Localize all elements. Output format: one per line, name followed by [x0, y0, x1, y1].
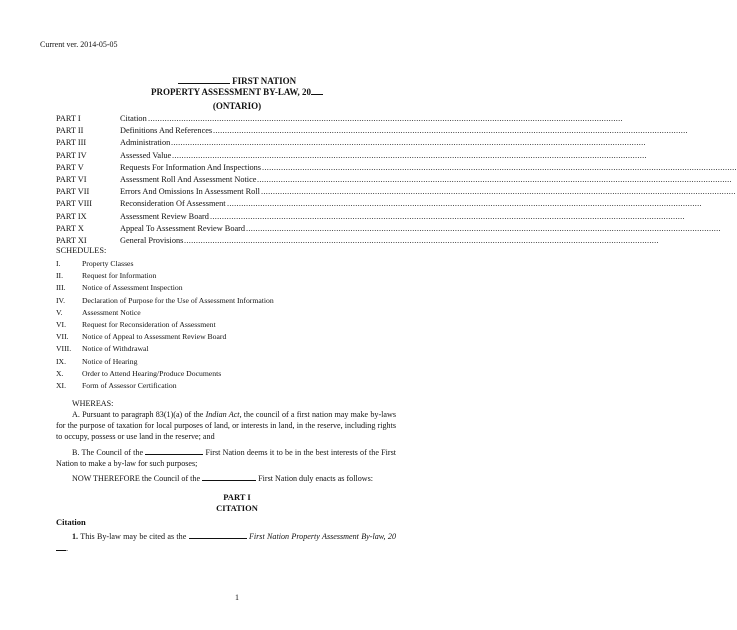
schedule-number: I. — [56, 259, 61, 268]
schedule-item — [56, 270, 396, 282]
schedule-item — [56, 307, 396, 319]
toc-part-title: Reconsideration Of Assessment — [120, 199, 226, 209]
schedule-number: VIII. — [56, 344, 72, 354]
blank-council-name-2 — [202, 472, 256, 481]
toc-leader-dots: ........................................................................................................................................................................................................ — [227, 199, 702, 209]
schedule-number: II. — [56, 271, 64, 281]
toc-leader-dots: ........................................................................................................................................................................................................ — [261, 187, 736, 197]
clause-1-year: 20 — [387, 532, 396, 541]
toc-leader-dots: ........................................................................................................................................................................................................ — [213, 126, 688, 136]
toc-row — [56, 162, 737, 174]
toc-part-number: PART I — [56, 114, 81, 123]
recital-a-italic: Indian Act — [205, 410, 240, 419]
enacting-rest: First Nation duly enacts as follows: — [258, 474, 374, 483]
toc-row — [56, 137, 646, 149]
recital-b — [56, 446, 396, 469]
toc-leader-dots: ........................................................................................................................................................................................................ — [210, 211, 685, 221]
toc-leader-dots: ........................................................................................................................................................................................................ — [262, 162, 737, 172]
schedule-title: Notice of Appeal to Assessment Review Board — [82, 332, 227, 342]
blank-first-nation-name — [178, 75, 230, 84]
schedule-item — [56, 343, 396, 355]
schedule-number: X. — [56, 368, 64, 378]
schedule-title: Property Classes — [82, 259, 134, 268]
schedule-number: XI. — [56, 381, 67, 390]
schedule-title: Order to Attend Hearing/Produce Documents — [82, 368, 222, 378]
schedule-number: III. — [56, 283, 66, 293]
schedule-title: Assessment Notice — [82, 307, 141, 317]
toc-row — [56, 150, 647, 162]
toc-part-title: Citation — [120, 114, 147, 123]
document-title-line2 — [0, 86, 474, 97]
schedule-title: Form of Assessor Certification — [82, 381, 177, 390]
toc-part-number: PART IV — [56, 150, 87, 160]
toc-part-number: PART V — [56, 162, 84, 172]
document-title-line1 — [0, 75, 474, 86]
schedule-number: V. — [56, 307, 63, 317]
toc-part-title: Requests For Information And Inspections — [120, 162, 262, 172]
toc-row — [56, 211, 685, 223]
title-bylaw: PROPERTY ASSESSMENT BY-LAW, 20 — [150, 87, 312, 97]
clause-1 — [56, 530, 396, 554]
schedule-item — [56, 368, 396, 380]
toc-part-title: Appeal To Assessment Review Board — [120, 223, 246, 233]
clause-1-italic: First Nation Property Assessment By-law, — [248, 532, 386, 541]
toc-part-title: Errors And Omissions In Assessment Roll — [120, 187, 260, 197]
schedule-item — [56, 282, 396, 294]
clause-1-text: This By-law may be cited as the — [80, 532, 187, 541]
toc-row — [56, 113, 623, 125]
toc-leader-dots: ........................................................................................................................................................................................................ — [172, 150, 647, 160]
recital-a-rest: , the council of a first nation may make by-laws for the purpose of taxation for local purposes of land, or interests in land, in the reserve, including rights to occupy, possess or use land in the reserve; and — [56, 410, 397, 441]
toc-part-number: PART VIII — [56, 199, 93, 209]
schedule-title: Notice of Withdrawal — [82, 344, 149, 354]
toc-row — [56, 186, 736, 198]
clause-1-end: . — [66, 544, 69, 553]
schedule-item — [56, 258, 396, 270]
schedule-item — [56, 380, 396, 392]
toc-part-number: PART IX — [56, 211, 87, 221]
schedule-item — [56, 319, 396, 331]
toc-part-title: Definitions And References — [120, 126, 213, 136]
schedule-title: Request for Information — [82, 271, 157, 281]
schedule-title: Notice of Hearing — [82, 356, 138, 366]
toc-part-title: Assessed Value — [120, 150, 172, 160]
recital-a-prefix: A. Pursuant to paragraph 83(1)(a) of the — [72, 410, 206, 419]
part1-heading: PART I — [223, 492, 251, 502]
document-title-province: (ONTARIO) — [212, 101, 262, 111]
schedule-number: IX. — [56, 356, 67, 366]
schedule-number: VII. — [56, 332, 69, 342]
schedule-item — [56, 331, 396, 343]
page-number: 1 — [235, 593, 239, 602]
toc-part-title: Assessment Roll And Assessment Notice — [120, 175, 257, 184]
enacting-clause — [72, 472, 396, 484]
schedule-item — [56, 295, 396, 307]
toc-row — [56, 174, 732, 186]
toc-part-number: PART VII — [56, 187, 90, 197]
blank-year — [311, 86, 323, 95]
whereas-label: WHEREAS: — [72, 399, 114, 408]
blank-bylaw-name — [189, 530, 247, 539]
blank-year-2 — [56, 542, 69, 553]
schedule-number: VI. — [56, 320, 67, 329]
toc-part-title: Assessment Review Board — [120, 211, 209, 221]
toc-leader-dots: ........................................................................................................................................................................................................ — [148, 114, 623, 123]
toc-part-number: PART VI — [56, 175, 87, 184]
toc-row — [56, 223, 721, 235]
toc-part-title: General Provisions — [120, 236, 184, 245]
version-label: Current ver. 2014-05-05 — [40, 40, 118, 49]
enacting-prefix: NOW THEREFORE the Council of the — [72, 474, 201, 483]
title-first-nation: FIRST NATION — [232, 76, 297, 86]
blank-council-name — [145, 446, 203, 455]
schedule-title: Request for Reconsideration of Assessment — [82, 320, 216, 329]
toc-row — [56, 235, 659, 247]
schedule-number: IV. — [56, 295, 66, 305]
toc-part-number: PART X — [56, 223, 84, 233]
toc-part-number: PART XI — [56, 236, 87, 245]
toc-leader-dots: ........................................................................................................................................................................................................ — [257, 175, 732, 184]
section-heading-citation: Citation — [56, 517, 86, 527]
toc-part-number: PART III — [56, 138, 87, 148]
schedules-label: SCHEDULES: — [56, 246, 107, 255]
recital-b-rest: First Nation deems it to be in the best interests of the First Nation to make a by-law for such purposes; — [56, 448, 396, 468]
schedule-title: Notice of Assessment Inspection — [82, 283, 183, 293]
toc-row — [56, 125, 688, 137]
toc-part-number: PART II — [56, 126, 84, 136]
toc-part-title: Administration — [120, 138, 171, 148]
recital-b-prefix: B. The Council of the — [72, 448, 144, 457]
toc-leader-dots: ........................................................................................................................................................................................................ — [246, 223, 721, 233]
toc-leader-dots: ........................................................................................................................................................................................................ — [171, 138, 646, 148]
clause-1-number: 1. — [72, 532, 79, 541]
recital-a — [56, 409, 396, 442]
toc-row — [56, 198, 702, 210]
schedule-title: Declaration of Purpose for the Use of Assessment Information — [82, 295, 274, 305]
schedule-item — [56, 356, 396, 368]
toc-leader-dots: ........................................................................................................................................................................................................ — [184, 236, 659, 245]
part1-subheading: CITATION — [216, 503, 258, 513]
